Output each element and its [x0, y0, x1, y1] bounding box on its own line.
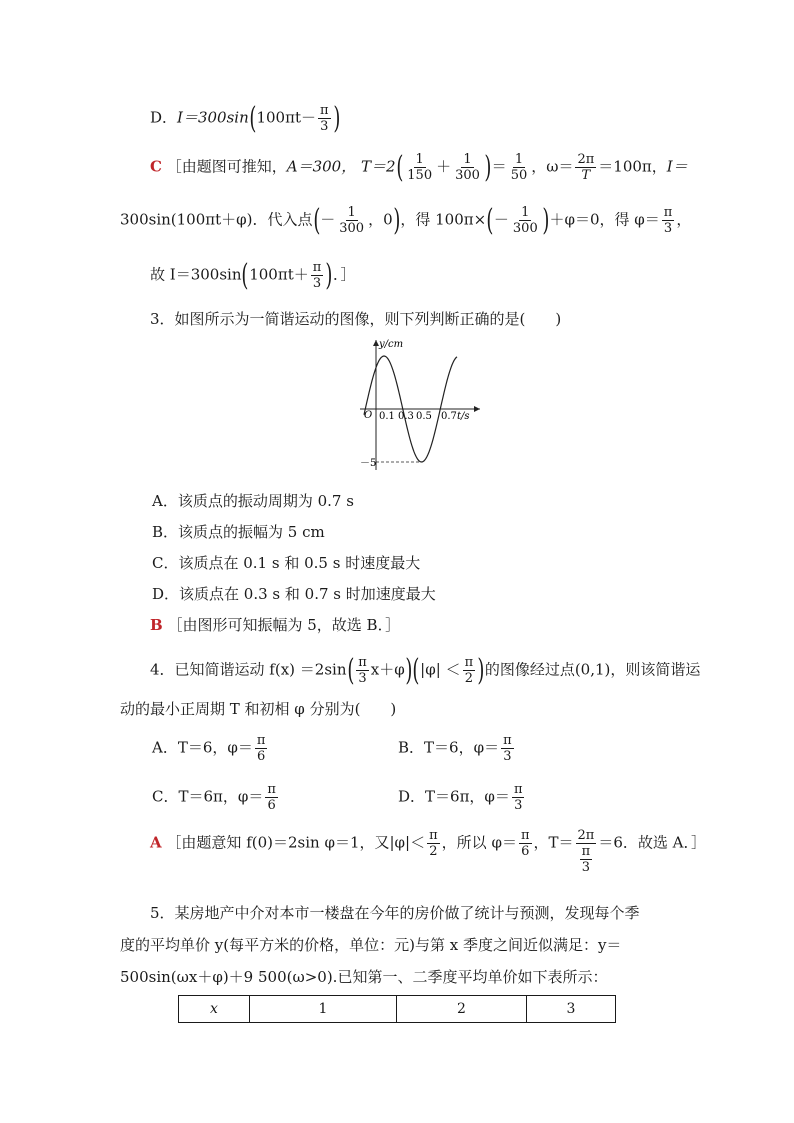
- q4-stem-line2: 动的最小正周期 T 和初相 φ 分别为( ): [120, 700, 397, 718]
- x-axis-label: t/s: [457, 411, 470, 422]
- q5-table: [178, 995, 616, 1023]
- q3-option-a: A．该质点的振动周期为 0.7 s: [152, 492, 354, 510]
- table-row: [179, 996, 616, 1023]
- q2-option-d: D．I＝300sin(100πt－ $\frac{\pi}{3}$ ): [150, 100, 340, 136]
- table-cell: 2: [397, 996, 527, 1023]
- q4-option-a: A．T＝6，φ＝ $\frac{\pi}{6}$: [152, 733, 266, 764]
- q2-solution-line2: 300sin(100πt＋φ)．代入点(－ $\frac{1}{300}$ ，0)，得 100π×(－ $\frac{1}{300}$ )＋φ＝0，得 φ＝ $\frac{\pi}{3}$ ，: [120, 202, 692, 238]
- q4-solution: A ［由题意知 f(0)＝2sin φ＝1，又|φ|＜ $\frac{\pi}{2}$ ，所以 φ＝ $\frac{\pi}{6}$ ，T＝ $\frac{2\pi}{\frac{\pi}{3}}$ ＝6．故选 A．］: [150, 828, 706, 875]
- y-min-label: －5: [360, 458, 377, 469]
- answer-letter: A: [150, 833, 162, 852]
- q3-stem: 3．如图所示为一简谐运动的图像，则下列判断正确的是( ): [150, 310, 562, 328]
- answer-letter: C: [150, 157, 162, 176]
- q3-sine-graph: [355, 335, 485, 475]
- q3-option-b: B．该质点的振幅为 5 cm: [152, 523, 325, 541]
- table-cell: x: [179, 996, 250, 1023]
- tick-label: 0.3: [398, 411, 414, 422]
- table-cell: 1: [250, 996, 397, 1023]
- q5-line1: 5．某房地产中介对本市一楼盘在今年的房价做了统计与预测，发现每个季: [150, 904, 640, 922]
- q3-option-c: C．该质点在 0.1 s 和 0.5 s 时速度最大: [152, 554, 421, 572]
- x-axis-arrow: [474, 406, 480, 412]
- q4-option-d: D．T＝6π，φ＝ $\frac{\pi}{3}$: [398, 782, 523, 813]
- q2-solution-line3: 故 I＝300sin(100πt＋ $\frac{\pi}{3}$ )．］: [150, 257, 356, 293]
- q5-line3: 500sin(ωx＋φ)＋9 500(ω>0).已知第一、二季度平均单价如下表所示：: [120, 968, 608, 986]
- fraction: $\frac{\pi}{3}$: [320, 103, 329, 134]
- tick-label: 0.7: [441, 411, 457, 422]
- q5-line2: 度的平均单价 y(每平方米的价格，单位：元)与第 x 季度之间近似满足：y＝: [120, 936, 622, 954]
- answer-letter: B: [150, 616, 163, 634]
- q4-stem-line1: 4．已知简谐运动 f(x) ＝2sin( $\frac{\pi}{3}$ x＋φ)(|φ| ＜ $\frac{\pi}{2}$ )的图像经过点(0,1)，则该简谐运: [150, 652, 701, 688]
- tick-label: 0.5: [416, 411, 432, 422]
- q2-solution-line1: C ［由题图可推知，A＝300， T＝2( $\frac{1}{150}$ ＋ $\frac{1}{300}$ )＝ $\frac{1}{50}$ ，ω＝ $\frac{2\pi}{T}$ ＝100π，I＝: [150, 149, 688, 185]
- q4-option-b: B．T＝6，φ＝ $\frac{\pi}{3}$: [398, 733, 512, 764]
- y-axis-label: y/cm: [379, 339, 404, 350]
- origin-label: O: [364, 410, 373, 421]
- q3-option-d: D．该质点在 0.3 s 和 0.7 s 时加速度最大: [152, 585, 436, 603]
- q3-solution: B ［由图形可知振幅为 5，故选 B．］: [150, 616, 401, 634]
- table-cell: 3: [527, 996, 616, 1023]
- tick-label: 0.1: [379, 411, 395, 422]
- q4-option-c: C．T＝6π，φ＝ $\frac{\pi}{6}$: [152, 782, 276, 813]
